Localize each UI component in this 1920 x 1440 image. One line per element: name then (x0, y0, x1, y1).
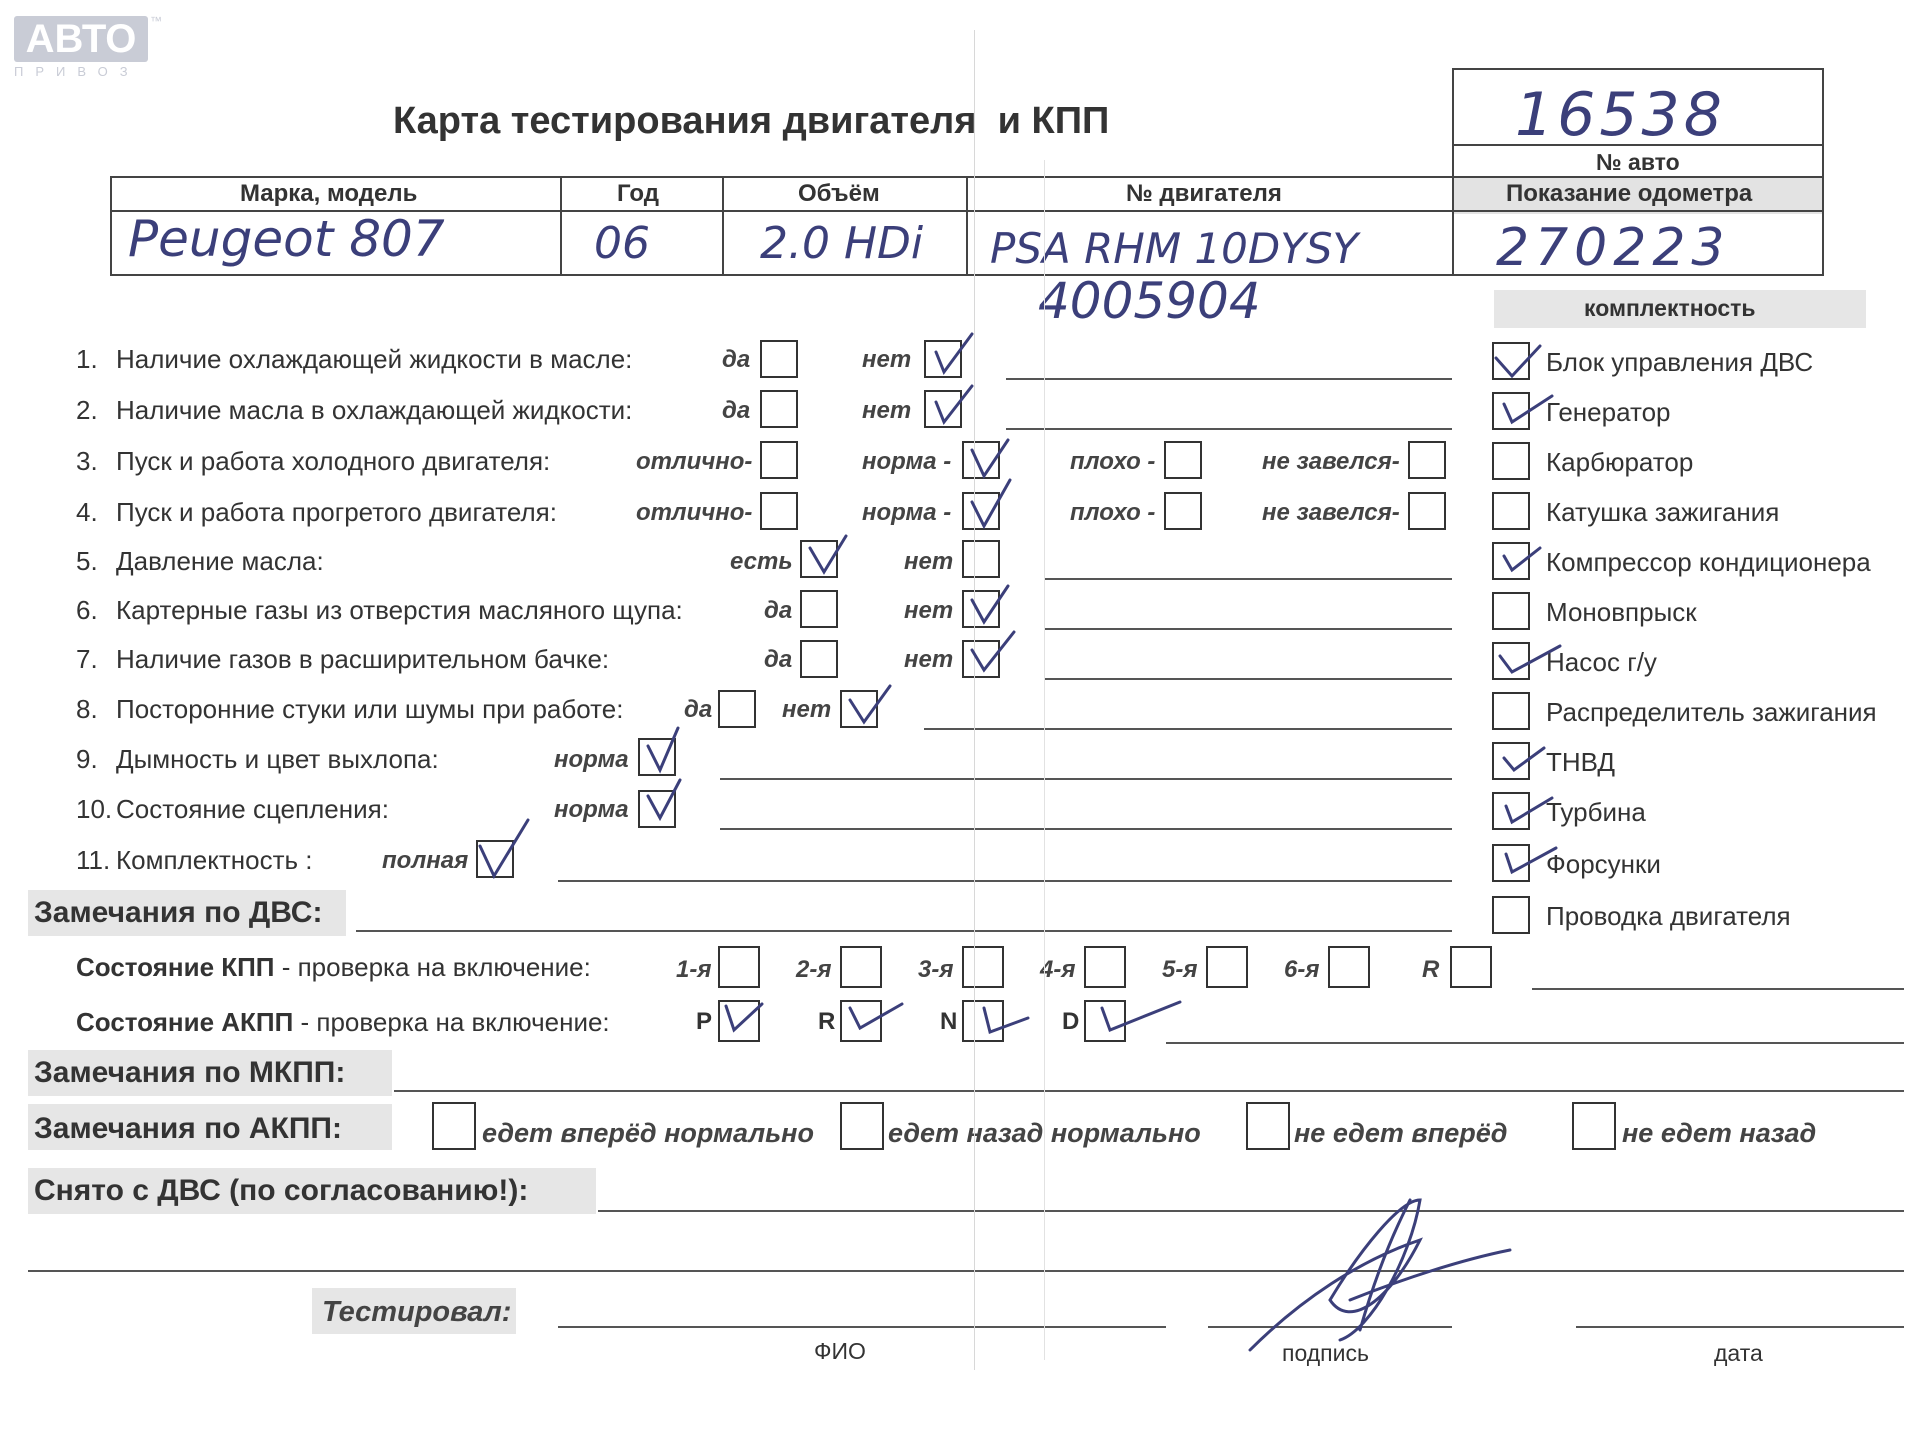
comp-label-1: Генератор (1546, 397, 1671, 427)
check-8-num: 8. (76, 694, 98, 724)
signature (1250, 1200, 1510, 1350)
gear-4-label: 4-я (1040, 956, 1076, 983)
fio-caption: ФИО (814, 1338, 866, 1364)
check-5-opt-yes: есть (730, 548, 793, 575)
tested-by-label: Тестировал: (322, 1296, 512, 1328)
akpp-r-label: R (818, 1008, 836, 1035)
check-3-num: 3. (76, 446, 98, 476)
check-3-label: Пуск и работа холодного двигателя: (116, 446, 551, 476)
check-8-opt-no: нет (782, 696, 832, 723)
col-volume-header: Объём (798, 180, 880, 207)
gear-3-label: 3-я (918, 956, 954, 983)
tick-mark (850, 1004, 902, 1028)
comp-label-9: Турбина (1546, 797, 1646, 827)
page-title: Карта тестирования двигателя и КПП (393, 100, 1110, 142)
tick-mark (1506, 798, 1552, 822)
check-3-opt-bad: плохо - (1070, 448, 1156, 475)
akpp-forward-ok-label: едет вперёд нормально (482, 1118, 814, 1148)
logo-tm: ™ (150, 14, 162, 28)
check-9-num: 9. (76, 744, 98, 774)
check-4-opt-not-started: не завелся- (1262, 499, 1400, 526)
check-4-label: Пуск и работа прогретого двигателя: (116, 497, 557, 527)
volume-value: 2.0 HDi (760, 218, 924, 269)
col-brand-header: Марка, модель (240, 180, 418, 207)
check-11-num: 11. (76, 845, 111, 875)
comp-label-8: ТНВД (1546, 747, 1616, 777)
col-year-header: Год (617, 180, 659, 207)
tick-mark (1102, 1002, 1180, 1030)
check-9-label: Дымность и цвет выхлопа: (116, 744, 439, 774)
check-4-num: 4. (76, 497, 98, 527)
engine-value: PSA RHM 10DYSY (990, 224, 1359, 273)
check-1-opt-yes: да (722, 346, 751, 373)
tick-mark (648, 780, 680, 818)
comp-label-0: Блок управления ДВС (1546, 347, 1814, 377)
tick-mark (936, 334, 972, 372)
akpp-p-label: P (696, 1008, 713, 1035)
check-2-label: Наличие масла в охлаждающей жидкости: (116, 395, 633, 425)
comp-label-5: Моновпрыск (1546, 597, 1697, 627)
brand-value: Peugeot 807 (128, 210, 445, 268)
check-11-opt-full: полная (382, 847, 469, 874)
tick-mark (850, 686, 890, 722)
comp-label-4: Компрессор кондиционера (1546, 547, 1871, 577)
akpp-backward-ok-label: едет назад нормально (888, 1118, 1201, 1148)
tick-mark (1504, 396, 1552, 422)
check-2-num: 2. (76, 395, 98, 425)
akpp-d-label: D (1062, 1008, 1080, 1035)
check-10-opt-normal: норма (554, 796, 629, 823)
remarks-mkpp-label: Замечания по МКПП: (34, 1056, 346, 1089)
tick-mark (1496, 346, 1540, 376)
engine-value-2: 4005904 (1038, 272, 1261, 330)
tick-mark (648, 728, 678, 770)
check-8-opt-yes: да (684, 696, 713, 723)
check-1-num: 1. (76, 344, 98, 374)
logo-subtext: ПРИВОЗ (14, 64, 140, 79)
check-7-num: 7. (76, 644, 98, 674)
akpp-no-backward-label: не едет назад (1622, 1118, 1817, 1148)
date-caption: дата (1714, 1340, 1763, 1366)
check-6-num: 6. (76, 595, 98, 625)
tick-mark (972, 440, 1008, 476)
gear-5-label: 5-я (1162, 956, 1198, 983)
col-engine-header: № двигателя (1126, 180, 1282, 207)
tick-mark (480, 820, 528, 876)
remarks-engine-label: Замечания по ДВС: (34, 896, 323, 929)
removed-label: Снято с ДВС (по согласованию!): (34, 1174, 529, 1207)
tick-mark (972, 632, 1014, 670)
kpp-label-bold: Состояние КПП (76, 952, 275, 982)
check-1-label: Наличие охлаждающей жидкости в масле: (116, 344, 633, 374)
akpp-no-forward-label: не едет вперёд (1294, 1118, 1508, 1148)
kpp-label-rest: - проверка на включение: (274, 952, 591, 982)
check-6-label: Картерные газы из отверстия масляного щупа: (116, 595, 683, 625)
odometer-value: 270223 (1496, 218, 1731, 278)
gear-6-label: 6-я (1284, 956, 1320, 983)
check-2-opt-yes: да (722, 397, 751, 424)
gear-r-label: R (1422, 956, 1440, 983)
check-4-opt-normal: норма - (862, 499, 952, 526)
col-odometer-header: Показание одометра (1506, 180, 1753, 207)
check-1-opt-no: нет (862, 346, 912, 373)
check-6-opt-no: нет (904, 597, 954, 624)
tick-mark (1506, 848, 1556, 872)
gear-1-label: 1-я (676, 956, 712, 983)
check-5-opt-no: нет (904, 548, 954, 575)
check-3-opt-not-started: не завелся- (1262, 448, 1400, 475)
check-2-opt-no: нет (862, 397, 912, 424)
comp-label-11: Проводка двигателя (1546, 901, 1791, 931)
check-10-num: 10. (76, 794, 113, 824)
check-9-opt-normal: норма (554, 746, 629, 773)
check-3-opt-normal: норма - (862, 448, 952, 475)
check-5-num: 5. (76, 546, 98, 576)
tick-mark (984, 1008, 1028, 1032)
tick-mark (1504, 748, 1544, 770)
gear-2-label: 2-я (796, 956, 832, 983)
akpp-label-rest: - проверка на включение: (293, 1007, 610, 1037)
signature-caption: подпись (1282, 1340, 1369, 1366)
tick-mark (810, 536, 846, 572)
tick-mark (1504, 548, 1540, 570)
check-4-opt-excellent: отлично- (636, 499, 753, 526)
year-value: 06 (594, 218, 650, 269)
comp-label-2: Карбюратор (1546, 447, 1694, 477)
check-5-label: Давление масла: (116, 546, 324, 576)
check-4-opt-bad: плохо - (1070, 499, 1156, 526)
akpp-label-bold: Состояние АКПП (76, 1007, 294, 1037)
check-11-label: Комплектность : (116, 845, 313, 875)
comp-label-6: Насос г/у (1546, 647, 1657, 677)
check-7-label: Наличие газов в расширительном бачке: (116, 644, 610, 674)
check-6-opt-yes: да (764, 597, 793, 624)
check-3-opt-excellent: отлично- (636, 448, 753, 475)
auto-number-label: № авто (1596, 149, 1680, 175)
check-7-opt-no: нет (904, 646, 954, 673)
comp-label-7: Распределитель зажигания (1546, 697, 1877, 727)
comp-label-3: Катушка зажигания (1546, 497, 1780, 527)
tick-mark (726, 1004, 762, 1030)
tick-mark (972, 480, 1010, 526)
akpp-n-label: N (940, 1008, 958, 1035)
comp-label-10: Форсунки (1546, 849, 1661, 879)
check-8-label: Посторонние стуки или шумы при работе: (116, 694, 624, 724)
tick-mark (972, 586, 1008, 622)
logo-text: АВТО (14, 16, 148, 62)
auto-number-value: 16538 (1515, 80, 1726, 150)
remarks-akpp-label: Замечания по АКПП: (34, 1112, 342, 1145)
tick-mark (1500, 646, 1560, 672)
tick-mark (936, 386, 972, 422)
completeness-title: комплектность (1584, 295, 1756, 321)
check-7-opt-yes: да (764, 646, 793, 673)
check-10-label: Состояние сцепления: (116, 794, 389, 824)
